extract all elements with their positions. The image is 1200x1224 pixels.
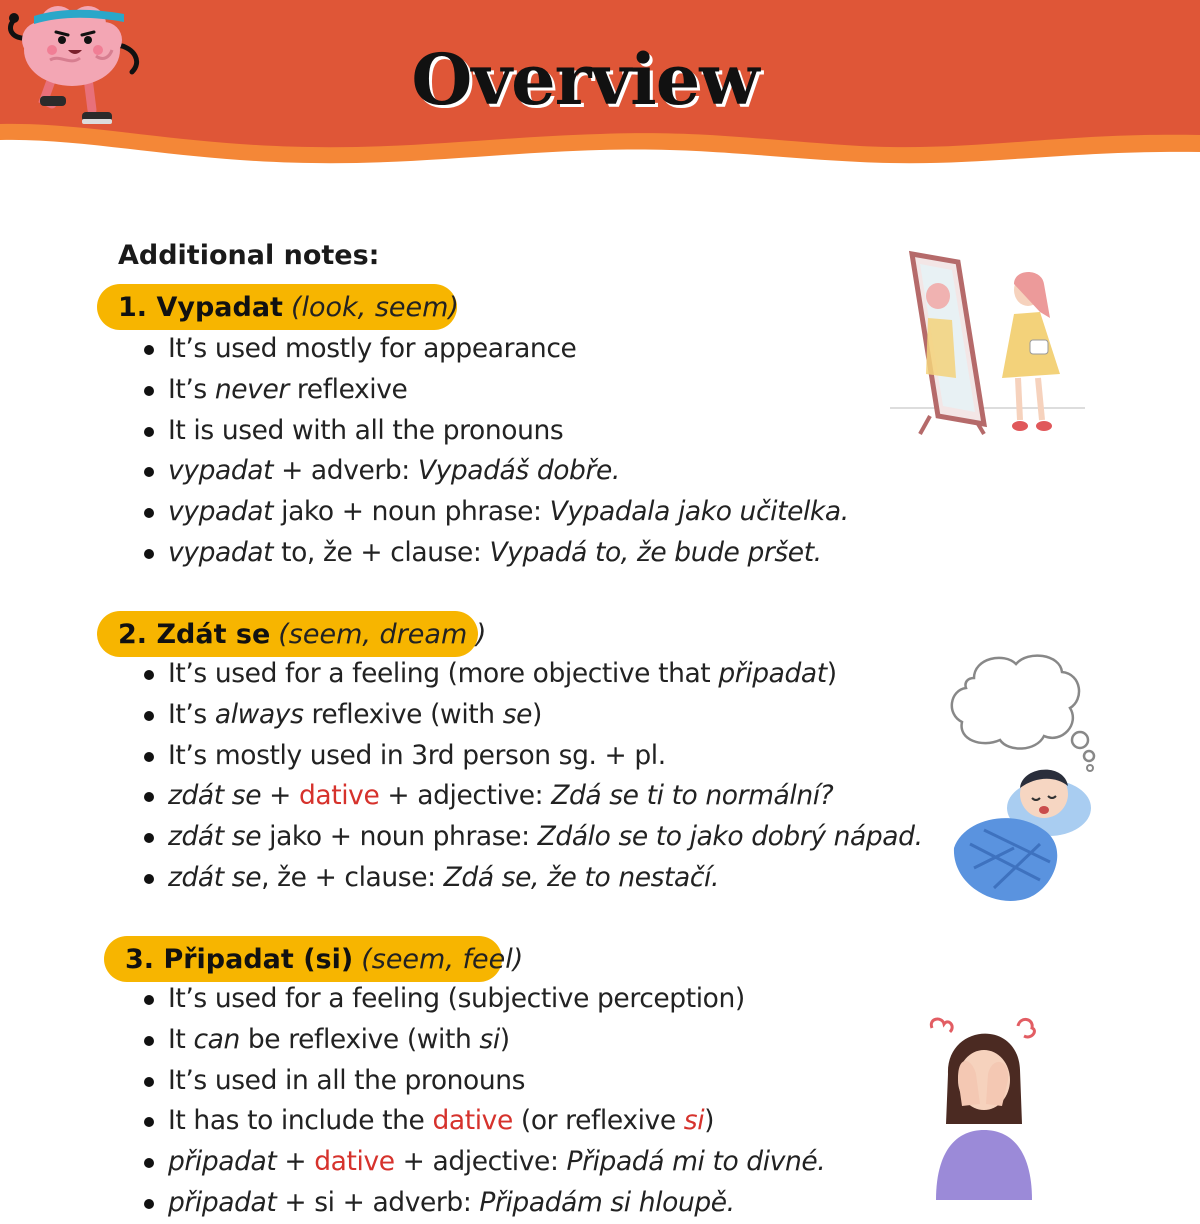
bullet-item [140,1101,825,1142]
sleeping-boy-illustration [944,648,1110,908]
bullet-item [140,776,923,817]
bullet-text: dative [298,780,380,812]
bullet-text: It [168,1023,194,1055]
bullet-text: It’s [168,373,215,405]
additional-notes-heading: Additional notes: [118,240,380,271]
bullet-item [140,451,849,492]
bullet-item [140,411,849,452]
bullet-text: se [502,698,533,730]
bullet-text: Vypadá to, že bude pršet. [489,536,822,568]
bullet-text: + [261,780,299,812]
section-title-pill [97,284,457,330]
bullet-item [140,1020,825,1061]
bullet-text: ) [826,658,837,689]
bullet-text: Zdálo se to jako dobrý nápad. [537,821,923,853]
section-title: 2. Zdát se [118,618,271,650]
bullet-item [140,329,849,370]
bullet-text: zdát se [168,821,262,853]
bullet-text: be reflexive (with [239,1023,480,1055]
header-banner [0,0,1200,175]
bullet-text: It’s used for a feeling (more objective that [168,658,719,689]
bullet-text: Připadá mi to divné. [566,1146,826,1178]
bullet-text: It’s used for a feeling (subjective perception) [168,983,745,1014]
bullet-text: It is used with all the pronouns [168,414,564,446]
bullet-text: (or reflexive [512,1105,684,1137]
bullet-item [140,533,849,574]
bullet-text: vypadat [168,455,274,487]
bullet-list [140,979,825,1224]
mirror-girl-illustration [890,248,1090,440]
bullet-text: zdát se [168,780,262,812]
bullet-text: Vypadáš dobře. [417,455,620,487]
bullet-item [140,817,923,858]
bullet-text: It’s mostly used in 3rd person sg. + pl. [168,739,666,771]
bullet-text: připadat [168,1146,277,1178]
bullet-text: It has to include the [168,1105,433,1137]
bullet-text: zdát se [168,861,262,893]
section-title: 1. Vypadat [118,291,283,323]
bullet-list [140,654,923,899]
bullet-item [140,1183,825,1224]
bullet-text: + adjective: [394,1146,567,1178]
bullet-text: dative [314,1146,395,1178]
bullet-item [140,858,923,899]
bullet-text: ) [704,1105,715,1137]
section-title-pill [97,611,487,657]
section-title: 3. Připadat (si) [125,943,354,975]
bullet-text: dative [432,1105,513,1137]
bullet-text: to, že + clause: [273,536,490,568]
bullet-text: Zdá se, že to nestačí. [443,861,720,893]
page-title: Overview [411,38,759,121]
bullet-text: + si + adverb: [276,1186,480,1218]
bullet-item [140,979,825,1020]
bullet-text: ) [532,698,542,730]
section-gloss: (seem, feel) [361,943,524,975]
bullet-text: si [479,1023,500,1055]
bullet-text: always [214,698,304,730]
bullet-text: + [276,1146,315,1178]
bullet-item [140,1142,825,1183]
bullet-text: jako + noun phrase: [261,821,538,853]
bullet-item [140,492,849,533]
bullet-item [140,654,923,695]
bullet-item [140,695,923,736]
bullet-text: si [683,1105,705,1137]
bullet-item [140,370,849,411]
bullet-text: can [193,1023,240,1055]
bullet-text: Připadám si hloupě. [479,1186,735,1218]
bullet-text: ) [499,1023,510,1055]
bullet-text: It’s used in all the pronouns [168,1064,526,1096]
bullet-text: + adverb: [273,455,418,487]
bullet-text: reflexive [288,373,408,405]
bullet-text: vypadat [168,496,274,528]
bullet-text: Vypadala jako učitelka. [549,496,849,528]
bullet-text: never [214,373,289,405]
section-gloss: (seem, dream ) [278,618,487,650]
bullet-item [140,1061,825,1102]
bullet-list [140,329,849,574]
bullet-text: připadat [718,658,827,689]
section-gloss: (look, seem) [290,291,459,323]
section-title-pill [104,936,524,982]
bullet-text: vypadat [168,536,274,568]
bullet-text: It’s used mostly for appearance [168,333,577,364]
bullet-text: Zdá se ti to normální? [551,780,834,812]
bullet-text: připadat [168,1186,277,1218]
brain-mascot-icon [0,0,145,130]
bullet-text: It’s [168,698,215,730]
bullet-text: , že + clause: [261,861,444,893]
bullet-text: reflexive (with [303,698,503,730]
embarrassed-woman-illustration [928,1014,1038,1200]
bullet-item [140,736,923,777]
bullet-text: + adjective: [379,780,552,812]
bullet-text: jako + noun phrase: [273,496,550,528]
